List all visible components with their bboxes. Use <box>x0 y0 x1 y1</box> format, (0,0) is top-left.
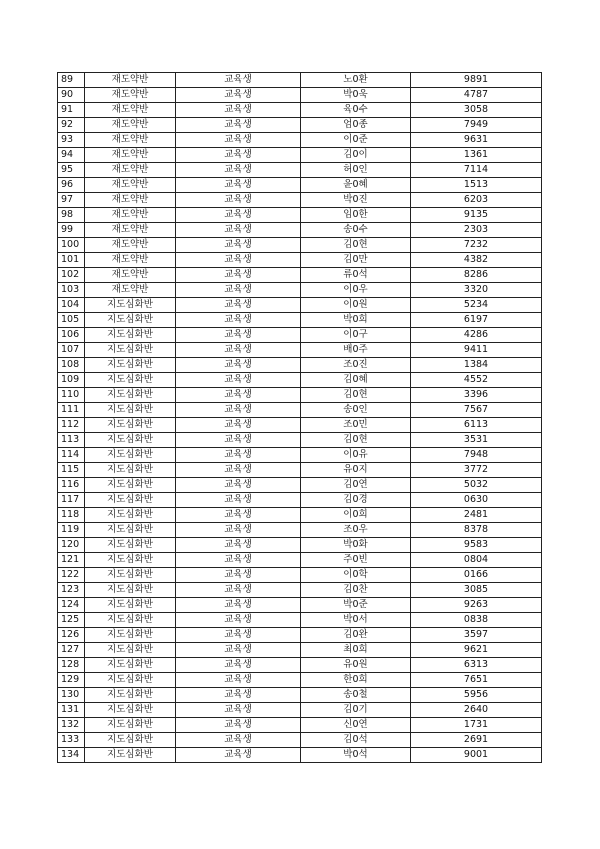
row-number-cell: 117 <box>58 493 85 508</box>
participant-name-cell: 김0현 <box>301 238 411 253</box>
roster-table-body <box>58 73 542 763</box>
row-number-cell: 103 <box>58 283 85 298</box>
table-row <box>58 223 542 238</box>
code-number-cell: 9263 <box>411 598 542 613</box>
class-group-cell: 지도심화반 <box>85 733 176 748</box>
code-number-cell: 3085 <box>411 583 542 598</box>
table-row <box>58 313 542 328</box>
participant-name-cell: 최0희 <box>301 643 411 658</box>
class-group-cell: 재도약반 <box>85 133 176 148</box>
row-number-cell: 108 <box>58 358 85 373</box>
class-group-cell: 지도심화반 <box>85 538 176 553</box>
table-row <box>58 163 542 178</box>
row-number-cell: 95 <box>58 163 85 178</box>
row-number-cell: 106 <box>58 328 85 343</box>
table-row <box>58 523 542 538</box>
row-number-cell: 111 <box>58 403 85 418</box>
row-number-cell: 91 <box>58 103 85 118</box>
table-row <box>58 688 542 703</box>
code-number-cell: 0630 <box>411 493 542 508</box>
row-number-cell: 98 <box>58 208 85 223</box>
class-group-cell: 재도약반 <box>85 88 176 103</box>
class-group-cell: 지도심화반 <box>85 493 176 508</box>
class-group-cell: 지도심화반 <box>85 418 176 433</box>
participant-type-cell: 교육생 <box>176 343 301 358</box>
table-row <box>58 598 542 613</box>
class-group-cell: 재도약반 <box>85 253 176 268</box>
participant-type-cell: 교육생 <box>176 568 301 583</box>
row-number-cell: 94 <box>58 148 85 163</box>
class-group-cell: 지도심화반 <box>85 553 176 568</box>
participant-type-cell: 교육생 <box>176 208 301 223</box>
class-group-cell: 지도심화반 <box>85 583 176 598</box>
row-number-cell: 119 <box>58 523 85 538</box>
participant-name-cell: 김0연 <box>301 478 411 493</box>
row-number-cell: 92 <box>58 118 85 133</box>
table-row <box>58 748 542 763</box>
participant-type-cell: 교육생 <box>176 223 301 238</box>
participant-name-cell: 김0기 <box>301 703 411 718</box>
table-row <box>58 643 542 658</box>
code-number-cell: 7567 <box>411 403 542 418</box>
code-number-cell: 9001 <box>411 748 542 763</box>
table-row <box>58 103 542 118</box>
row-number-cell: 127 <box>58 643 85 658</box>
participant-type-cell: 교육생 <box>176 283 301 298</box>
class-group-cell: 지도심화반 <box>85 748 176 763</box>
code-number-cell: 6313 <box>411 658 542 673</box>
class-group-cell: 지도심화반 <box>85 658 176 673</box>
participant-name-cell: 김0석 <box>301 733 411 748</box>
table-row <box>58 253 542 268</box>
table-row <box>58 718 542 733</box>
participant-name-cell: 윤0혜 <box>301 178 411 193</box>
participant-name-cell: 허0인 <box>301 163 411 178</box>
row-number-cell: 109 <box>58 373 85 388</box>
code-number-cell: 3058 <box>411 103 542 118</box>
table-row <box>58 553 542 568</box>
code-number-cell: 0838 <box>411 613 542 628</box>
code-number-cell: 9631 <box>411 133 542 148</box>
code-number-cell: 5234 <box>411 298 542 313</box>
class-group-cell: 재도약반 <box>85 238 176 253</box>
participant-name-cell: 유0원 <box>301 658 411 673</box>
class-group-cell: 지도심화반 <box>85 403 176 418</box>
table-row <box>58 208 542 223</box>
participant-type-cell: 교육생 <box>176 628 301 643</box>
class-group-cell: 지도심화반 <box>85 373 176 388</box>
row-number-cell: 125 <box>58 613 85 628</box>
participant-type-cell: 교육생 <box>176 748 301 763</box>
participant-type-cell: 교육생 <box>176 148 301 163</box>
participant-name-cell: 육0수 <box>301 103 411 118</box>
code-number-cell: 3320 <box>411 283 542 298</box>
participant-type-cell: 교육생 <box>176 163 301 178</box>
code-number-cell: 7232 <box>411 238 542 253</box>
row-number-cell: 112 <box>58 418 85 433</box>
table-row <box>58 133 542 148</box>
class-group-cell: 지도심화반 <box>85 523 176 538</box>
row-number-cell: 134 <box>58 748 85 763</box>
row-number-cell: 89 <box>58 73 85 88</box>
participant-name-cell: 이0구 <box>301 328 411 343</box>
row-number-cell: 90 <box>58 88 85 103</box>
participant-name-cell: 김0현 <box>301 388 411 403</box>
participant-name-cell: 이0준 <box>301 133 411 148</box>
participant-type-cell: 교육생 <box>176 298 301 313</box>
class-group-cell: 지도심화반 <box>85 598 176 613</box>
row-number-cell: 132 <box>58 718 85 733</box>
table-row <box>58 673 542 688</box>
participant-type-cell: 교육생 <box>176 493 301 508</box>
row-number-cell: 100 <box>58 238 85 253</box>
class-group-cell: 지도심화반 <box>85 703 176 718</box>
row-number-cell: 120 <box>58 538 85 553</box>
class-group-cell: 지도심화반 <box>85 613 176 628</box>
participant-type-cell: 교육생 <box>176 688 301 703</box>
code-number-cell: 7948 <box>411 448 542 463</box>
row-number-cell: 129 <box>58 673 85 688</box>
participant-type-cell: 교육생 <box>176 538 301 553</box>
code-number-cell: 3531 <box>411 433 542 448</box>
table-row <box>58 298 542 313</box>
row-number-cell: 122 <box>58 568 85 583</box>
class-group-cell: 지도심화반 <box>85 688 176 703</box>
participant-name-cell: 류0석 <box>301 268 411 283</box>
code-number-cell: 6197 <box>411 313 542 328</box>
participant-type-cell: 교육생 <box>176 598 301 613</box>
table-row <box>58 703 542 718</box>
participant-type-cell: 교육생 <box>176 268 301 283</box>
row-number-cell: 116 <box>58 478 85 493</box>
participant-name-cell: 박0서 <box>301 613 411 628</box>
participant-name-cell: 조0민 <box>301 418 411 433</box>
class-group-cell: 지도심화반 <box>85 448 176 463</box>
participant-name-cell: 박0화 <box>301 538 411 553</box>
row-number-cell: 101 <box>58 253 85 268</box>
participant-type-cell: 교육생 <box>176 73 301 88</box>
participant-name-cell: 박0진 <box>301 193 411 208</box>
row-number-cell: 114 <box>58 448 85 463</box>
table-row <box>58 448 542 463</box>
participant-name-cell: 김0경 <box>301 493 411 508</box>
participant-name-cell: 송0철 <box>301 688 411 703</box>
row-number-cell: 131 <box>58 703 85 718</box>
code-number-cell: 2303 <box>411 223 542 238</box>
class-group-cell: 지도심화반 <box>85 298 176 313</box>
participant-name-cell: 이0학 <box>301 568 411 583</box>
row-number-cell: 113 <box>58 433 85 448</box>
row-number-cell: 115 <box>58 463 85 478</box>
code-number-cell: 4552 <box>411 373 542 388</box>
code-number-cell: 1384 <box>411 358 542 373</box>
table-row <box>58 328 542 343</box>
class-group-cell: 재도약반 <box>85 283 176 298</box>
table-row <box>58 538 542 553</box>
table-row <box>58 628 542 643</box>
participant-type-cell: 교육생 <box>176 703 301 718</box>
class-group-cell: 지도심화반 <box>85 463 176 478</box>
table-row <box>58 358 542 373</box>
participant-name-cell: 조0우 <box>301 523 411 538</box>
participant-name-cell: 조0진 <box>301 358 411 373</box>
table-row <box>58 88 542 103</box>
table-row <box>58 478 542 493</box>
class-group-cell: 재도약반 <box>85 208 176 223</box>
class-group-cell: 재도약반 <box>85 103 176 118</box>
roster-table <box>57 72 542 763</box>
code-number-cell: 4286 <box>411 328 542 343</box>
row-number-cell: 97 <box>58 193 85 208</box>
class-group-cell: 지도심화반 <box>85 313 176 328</box>
class-group-cell: 지도심화반 <box>85 478 176 493</box>
participant-name-cell: 신0연 <box>301 718 411 733</box>
table-row <box>58 193 542 208</box>
participant-name-cell: 노0환 <box>301 73 411 88</box>
table-row <box>58 388 542 403</box>
code-number-cell: 3396 <box>411 388 542 403</box>
class-group-cell: 지도심화반 <box>85 568 176 583</box>
code-number-cell: 9135 <box>411 208 542 223</box>
table-row <box>58 658 542 673</box>
table-row <box>58 613 542 628</box>
code-number-cell: 7949 <box>411 118 542 133</box>
participant-name-cell: 김0찬 <box>301 583 411 598</box>
code-number-cell: 9411 <box>411 343 542 358</box>
participant-name-cell: 김0현 <box>301 433 411 448</box>
row-number-cell: 121 <box>58 553 85 568</box>
code-number-cell: 5032 <box>411 478 542 493</box>
row-number-cell: 96 <box>58 178 85 193</box>
code-number-cell: 1731 <box>411 718 542 733</box>
code-number-cell: 1513 <box>411 178 542 193</box>
table-row <box>58 73 542 88</box>
participant-name-cell: 이0우 <box>301 283 411 298</box>
class-group-cell: 재도약반 <box>85 118 176 133</box>
table-row <box>58 148 542 163</box>
row-number-cell: 123 <box>58 583 85 598</box>
participant-type-cell: 교육생 <box>176 193 301 208</box>
class-group-cell: 지도심화반 <box>85 433 176 448</box>
table-row <box>58 508 542 523</box>
class-group-cell: 지도심화반 <box>85 328 176 343</box>
table-row <box>58 433 542 448</box>
table-row <box>58 733 542 748</box>
participant-type-cell: 교육생 <box>176 118 301 133</box>
row-number-cell: 110 <box>58 388 85 403</box>
participant-name-cell: 주0빈 <box>301 553 411 568</box>
participant-type-cell: 교육생 <box>176 718 301 733</box>
participant-type-cell: 교육생 <box>176 613 301 628</box>
participant-name-cell: 엄0종 <box>301 118 411 133</box>
code-number-cell: 0166 <box>411 568 542 583</box>
code-number-cell: 8286 <box>411 268 542 283</box>
participant-type-cell: 교육생 <box>176 448 301 463</box>
table-row <box>58 178 542 193</box>
participant-type-cell: 교육생 <box>176 313 301 328</box>
table-row <box>58 118 542 133</box>
participant-type-cell: 교육생 <box>176 583 301 598</box>
table-row <box>58 583 542 598</box>
code-number-cell: 2481 <box>411 508 542 523</box>
participant-type-cell: 교육생 <box>176 643 301 658</box>
code-number-cell: 1361 <box>411 148 542 163</box>
participant-type-cell: 교육생 <box>176 253 301 268</box>
participant-type-cell: 교육생 <box>176 478 301 493</box>
participant-type-cell: 교육생 <box>176 88 301 103</box>
participant-name-cell: 한0희 <box>301 673 411 688</box>
participant-name-cell: 이0원 <box>301 298 411 313</box>
code-number-cell: 6203 <box>411 193 542 208</box>
participant-type-cell: 교육생 <box>176 238 301 253</box>
participant-type-cell: 교육생 <box>176 673 301 688</box>
participant-type-cell: 교육생 <box>176 508 301 523</box>
participant-name-cell: 박0욱 <box>301 88 411 103</box>
class-group-cell: 재도약반 <box>85 178 176 193</box>
participant-name-cell: 이0유 <box>301 448 411 463</box>
table-row <box>58 463 542 478</box>
row-number-cell: 104 <box>58 298 85 313</box>
class-group-cell: 재도약반 <box>85 73 176 88</box>
table-row <box>58 403 542 418</box>
code-number-cell: 2691 <box>411 733 542 748</box>
row-number-cell: 102 <box>58 268 85 283</box>
row-number-cell: 93 <box>58 133 85 148</box>
participant-type-cell: 교육생 <box>176 358 301 373</box>
table-row <box>58 238 542 253</box>
participant-name-cell: 박0석 <box>301 748 411 763</box>
class-group-cell: 지도심화반 <box>85 343 176 358</box>
class-group-cell: 재도약반 <box>85 193 176 208</box>
participant-name-cell: 김0혜 <box>301 373 411 388</box>
row-number-cell: 118 <box>58 508 85 523</box>
code-number-cell: 7651 <box>411 673 542 688</box>
row-number-cell: 105 <box>58 313 85 328</box>
table-row <box>58 373 542 388</box>
participant-type-cell: 교육생 <box>176 463 301 478</box>
participant-type-cell: 교육생 <box>176 328 301 343</box>
code-number-cell: 4787 <box>411 88 542 103</box>
code-number-cell: 8378 <box>411 523 542 538</box>
participant-name-cell: 배0주 <box>301 343 411 358</box>
participant-type-cell: 교육생 <box>176 403 301 418</box>
row-number-cell: 128 <box>58 658 85 673</box>
participant-type-cell: 교육생 <box>176 523 301 538</box>
participant-type-cell: 교육생 <box>176 658 301 673</box>
participant-type-cell: 교육생 <box>176 373 301 388</box>
row-number-cell: 133 <box>58 733 85 748</box>
row-number-cell: 124 <box>58 598 85 613</box>
code-number-cell: 3772 <box>411 463 542 478</box>
code-number-cell: 9891 <box>411 73 542 88</box>
class-group-cell: 지도심화반 <box>85 673 176 688</box>
class-group-cell: 지도심화반 <box>85 388 176 403</box>
code-number-cell: 6113 <box>411 418 542 433</box>
code-number-cell: 4382 <box>411 253 542 268</box>
participant-name-cell: 김0이 <box>301 148 411 163</box>
code-number-cell: 9583 <box>411 538 542 553</box>
table-row <box>58 283 542 298</box>
participant-type-cell: 교육생 <box>176 388 301 403</box>
participant-type-cell: 교육생 <box>176 733 301 748</box>
table-row <box>58 493 542 508</box>
participant-name-cell: 송0수 <box>301 223 411 238</box>
participant-name-cell: 송0인 <box>301 403 411 418</box>
row-number-cell: 130 <box>58 688 85 703</box>
participant-name-cell: 김0만 <box>301 253 411 268</box>
table-row <box>58 268 542 283</box>
participant-name-cell: 박0희 <box>301 313 411 328</box>
participant-type-cell: 교육생 <box>176 433 301 448</box>
table-row <box>58 418 542 433</box>
code-number-cell: 3597 <box>411 628 542 643</box>
participant-name-cell: 박0준 <box>301 598 411 613</box>
row-number-cell: 126 <box>58 628 85 643</box>
participant-name-cell: 이0희 <box>301 508 411 523</box>
row-number-cell: 99 <box>58 223 85 238</box>
class-group-cell: 재도약반 <box>85 148 176 163</box>
class-group-cell: 지도심화반 <box>85 643 176 658</box>
table-row <box>58 568 542 583</box>
participant-name-cell: 임0한 <box>301 208 411 223</box>
code-number-cell: 7114 <box>411 163 542 178</box>
table-row <box>58 343 542 358</box>
class-group-cell: 지도심화반 <box>85 358 176 373</box>
participant-type-cell: 교육생 <box>176 553 301 568</box>
code-number-cell: 5956 <box>411 688 542 703</box>
participant-type-cell: 교육생 <box>176 178 301 193</box>
code-number-cell: 9621 <box>411 643 542 658</box>
class-group-cell: 지도심화반 <box>85 718 176 733</box>
participant-type-cell: 교육생 <box>176 103 301 118</box>
participant-type-cell: 교육생 <box>176 133 301 148</box>
code-number-cell: 0804 <box>411 553 542 568</box>
class-group-cell: 재도약반 <box>85 163 176 178</box>
code-number-cell: 2640 <box>411 703 542 718</box>
class-group-cell: 지도심화반 <box>85 508 176 523</box>
participant-name-cell: 김0완 <box>301 628 411 643</box>
class-group-cell: 재도약반 <box>85 268 176 283</box>
participant-name-cell: 유0지 <box>301 463 411 478</box>
row-number-cell: 107 <box>58 343 85 358</box>
class-group-cell: 재도약반 <box>85 223 176 238</box>
participant-type-cell: 교육생 <box>176 418 301 433</box>
class-group-cell: 지도심화반 <box>85 628 176 643</box>
